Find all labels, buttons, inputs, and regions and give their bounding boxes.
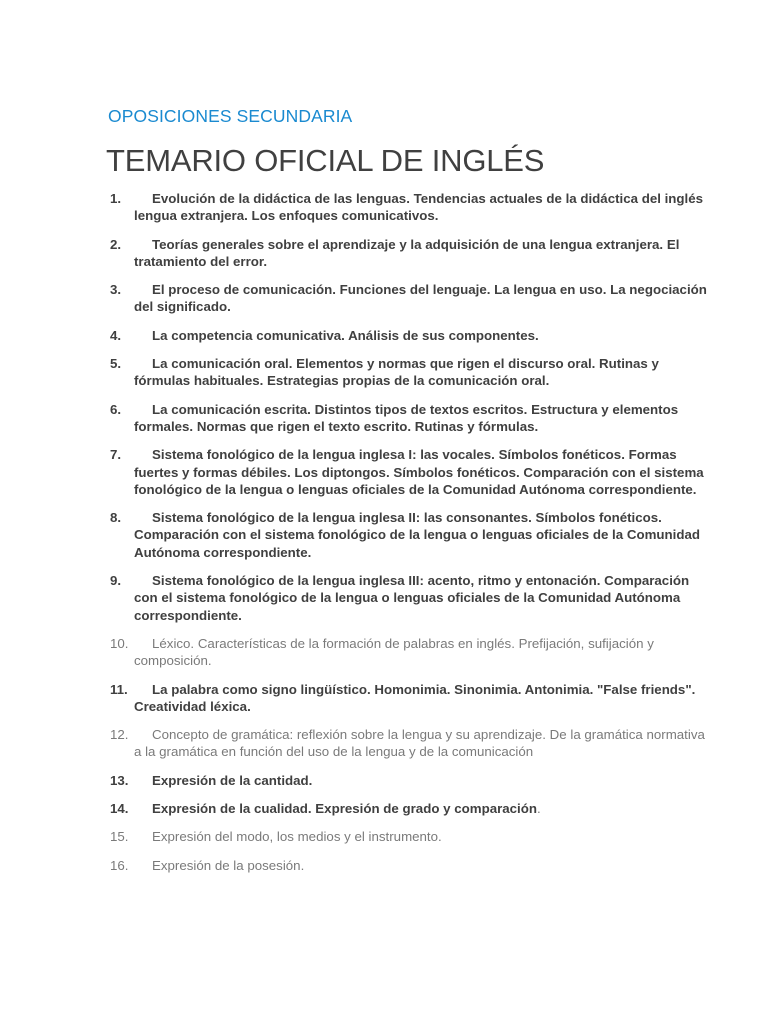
topic-text: Expresión de la cualidad. Expresión de grado y comparación bbox=[152, 801, 537, 817]
topic-suffix: . bbox=[537, 801, 541, 817]
topic-number: 3. bbox=[110, 282, 122, 298]
topic-item-16 bbox=[110, 857, 710, 874]
topic-text: La palabra como signo lingüístico. Homonimia. Sinonimia. Antonimia. "False friends". Creatividad léxica. bbox=[134, 681, 696, 714]
topic-text: La comunicación escrita. Distintos tipos de textos escritos. Estructura y elementos formales. Normas que rigen el texto escrito. Rutinas y fórmulas. bbox=[134, 401, 679, 434]
topic-text: Sistema fonológico de la lengua inglesa I: las vocales. Símbolos fonéticos. Formas fuertes y formas débiles. Los diptongos. Símbolos fonéticos. Comparación con el sistema fonológico de la lengua o lenguas oficiales de la Comunidad Autónoma correspondiente. bbox=[134, 447, 704, 497]
document-subtitle: OPOSICIONES SECUNDARIA bbox=[108, 106, 353, 126]
topic-item-5 bbox=[110, 355, 710, 390]
topic-item-14 bbox=[110, 800, 710, 817]
topic-number: 2. bbox=[110, 236, 122, 252]
topic-text: La competencia comunicativa. Análisis de sus componentes. bbox=[152, 327, 539, 343]
topic-text: Expresión de la posesión. bbox=[152, 857, 305, 873]
topic-number: 1. bbox=[110, 191, 122, 206]
topic-number: 6. bbox=[110, 401, 122, 417]
topic-item-13 bbox=[110, 772, 710, 789]
topic-item-2 bbox=[110, 236, 710, 271]
topic-number: 7. bbox=[110, 447, 122, 463]
topic-number: 12. bbox=[110, 727, 129, 743]
topic-text: La comunicación oral. Elementos y normas que rigen el discurso oral. Rutinas y fórmulas habituales. Estrategias propias de la comunicación oral. bbox=[134, 356, 659, 389]
topic-number: 5. bbox=[110, 356, 122, 372]
topic-number: 14. bbox=[110, 801, 129, 817]
topic-number: 11. bbox=[110, 681, 128, 697]
topic-text: Evolución de la didáctica de las lenguas. Tendencias actuales de la didáctica del inglés lengua extranjera. Los enfoques comunicativos. bbox=[134, 191, 704, 224]
topic-number: 9. bbox=[110, 573, 122, 589]
topic-number: 15. bbox=[110, 829, 129, 845]
topic-item-4 bbox=[110, 327, 710, 344]
topic-text: Léxico. Características de la formación de palabras en inglés. Prefijación, sufijación y composición. bbox=[134, 635, 654, 669]
topic-item-1 bbox=[110, 190, 710, 225]
topic-text: Concepto de gramática: reflexión sobre la lengua y su aprendizaje. De la gramática normativa a la gramática en función del uso de la lengua y de la comunicación bbox=[134, 727, 705, 760]
document-title: TEMARIO OFICIAL DE INGLÉS bbox=[106, 143, 545, 178]
topic-item-8 bbox=[110, 509, 710, 561]
topic-text: Sistema fonológico de la lengua inglesa II: las consonantes. Símbolos fonéticos. Comparación con el sistema fonológico de la lengua o lenguas oficiales de la Comunidad Autónoma correspondiente. bbox=[134, 510, 700, 560]
topic-item-9 bbox=[110, 572, 710, 624]
topic-item-6 bbox=[110, 401, 710, 436]
topic-item-7 bbox=[110, 446, 710, 498]
topic-item-3 bbox=[110, 281, 710, 316]
topic-text: Sistema fonológico de la lengua inglesa III: acento, ritmo y entonación. Comparación con el sistema fonológico de la lengua o lenguas oficiales de la Comunidad Autónoma correspondiente. bbox=[134, 573, 690, 623]
topic-number: 4. bbox=[110, 327, 122, 343]
topic-list bbox=[110, 190, 710, 885]
topic-item-12 bbox=[110, 726, 710, 761]
topic-text: Teorías generales sobre el aprendizaje y la adquisición de una lengua extranjera. El tratamiento del error. bbox=[134, 236, 680, 269]
topic-item-15 bbox=[110, 828, 710, 845]
topic-number: 10. bbox=[110, 635, 129, 651]
topic-text: El proceso de comunicación. Funciones del lenguaje. La lengua en uso. La negociación del significado. bbox=[134, 282, 707, 315]
topic-text: Expresión del modo, los medios y el instrumento. bbox=[152, 829, 442, 845]
topic-number: 16. bbox=[110, 857, 129, 873]
topic-item-11 bbox=[110, 681, 710, 716]
topic-number: 13. bbox=[110, 772, 129, 788]
topic-number: 8. bbox=[110, 510, 122, 526]
topic-text: Expresión de la cantidad. bbox=[152, 772, 313, 788]
topic-item-10 bbox=[110, 635, 710, 670]
